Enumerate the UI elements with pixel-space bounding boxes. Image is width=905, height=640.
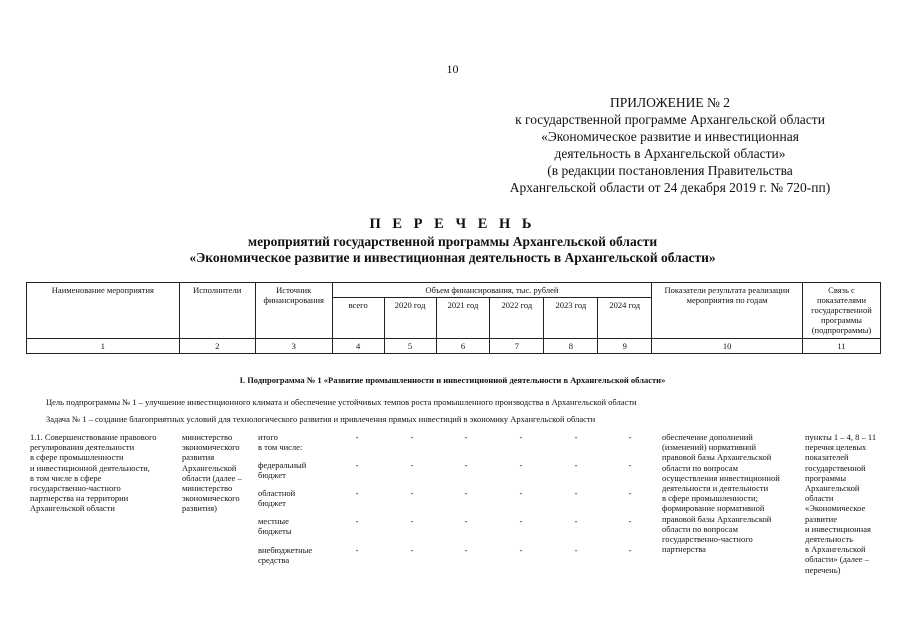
header-indicators: Показатели результата реализации мероприятия по годам: [652, 283, 803, 339]
funding-value: -: [519, 516, 523, 526]
indicator-line: обеспечение дополнений: [662, 432, 753, 442]
header-source: Источник финансирования: [255, 283, 332, 339]
link-line: перечня целевых: [805, 442, 867, 453]
column-number: 5: [384, 339, 436, 354]
executor-line: области (далее –: [182, 472, 242, 483]
funding-value: -: [410, 432, 414, 442]
funding-value: -: [355, 432, 359, 442]
appendix-line: «Экономическое развитие и инвестиционная: [541, 129, 799, 144]
column-number: 9: [598, 339, 652, 354]
section-title: I. Подпрограмма № 1 «Развитие промышленности и инвестиционной деятельности в Архангельской области»: [239, 375, 666, 385]
measure-name-line: регулирования деятельности: [30, 442, 135, 453]
funding-value: -: [628, 488, 632, 498]
source-line: федеральный: [258, 460, 307, 470]
indicator-line: партнерства: [662, 544, 706, 555]
measure-name-line: в том числе в сфере: [30, 472, 102, 483]
funding-value: -: [628, 460, 632, 470]
source-line: итого: [258, 432, 278, 442]
header-year: 2020 год: [384, 298, 436, 339]
header-year: 2022 год: [490, 298, 544, 339]
column-number: 4: [332, 339, 384, 354]
executor-line: Архангельской: [182, 462, 237, 473]
header-year: 2021 год: [436, 298, 490, 339]
appendix-line: Архангельской области от 24 декабря 2019 г. № 720-пп): [509, 180, 831, 195]
measure-name-line: Архангельской области: [30, 503, 115, 514]
executor-line: министерство: [182, 483, 233, 494]
funding-value: -: [519, 460, 523, 470]
funding-value: -: [574, 516, 578, 526]
source-federal: [258, 460, 306, 480]
indicator-line: в сфере промышленности;: [662, 493, 758, 504]
link-line: области» (далее –: [805, 554, 869, 565]
indicator-line: государственно-частного: [662, 534, 753, 545]
indicator-line: формирование нормативной: [662, 503, 765, 514]
link-line: в Архангельской: [805, 544, 866, 555]
link-line: Архангельской: [805, 483, 860, 494]
header-funding: Объем финансирования, тыс. рублей: [332, 283, 652, 298]
source-line: средства: [258, 555, 290, 566]
link-line: области: [805, 493, 834, 504]
funding-value: -: [574, 432, 578, 442]
measure-name-line: партнерства на территории: [30, 493, 129, 504]
link-line: пункты 1 – 4, 8 – 11: [805, 432, 877, 442]
funding-value: -: [574, 488, 578, 498]
link-line: «Экономическое: [805, 503, 866, 514]
goal-text: Цель подпрограммы № 1 – улучшение инвестиционного климата и обеспечение устойчивых темпов роста промышленного производства в Архангельской области: [46, 397, 637, 407]
funding-value: -: [355, 516, 359, 526]
header-total: всего: [332, 298, 384, 339]
measure-name-line: и инвестиционной деятельности,: [30, 462, 150, 473]
indicator-line: (изменений) нормативной: [662, 442, 757, 453]
page-number: 10: [446, 62, 459, 76]
column-number: 10: [652, 339, 803, 354]
title-line: «Экономическое развитие и инвестиционная деятельность в Архангельской области»: [189, 250, 716, 265]
source-total: [258, 432, 302, 452]
funding-value: -: [574, 545, 578, 555]
funding-value: -: [574, 460, 578, 470]
indicator-line: осуществления инвестиционной: [662, 472, 780, 483]
appendix-block: [470, 94, 870, 196]
funding-value: -: [355, 488, 359, 498]
column-number: 11: [802, 339, 880, 354]
executor-line: экономического: [182, 493, 240, 504]
link-line: деятельность: [805, 534, 853, 545]
funding-value: -: [410, 516, 414, 526]
title-line: мероприятий государственной программы Архангельской области: [247, 234, 658, 249]
source-local: [258, 516, 292, 536]
measure-name-line: в сфере промышленности: [30, 452, 124, 463]
source-line: бюджеты: [258, 526, 292, 537]
funding-value: -: [410, 545, 414, 555]
source-regional: [258, 488, 295, 508]
document-title: [0, 215, 905, 266]
source-extrabudgetary: [258, 545, 312, 565]
funding-value: -: [464, 545, 468, 555]
source-line: внебюджетные: [258, 545, 313, 555]
title-line: П Е Р Е Ч Е Н Ь: [369, 216, 536, 232]
measure-name: [30, 432, 157, 514]
link-line: государственной: [805, 462, 866, 473]
appendix-line: ПРИЛОЖЕНИЕ № 2: [609, 95, 731, 110]
measure-name-line: государственно-частного: [30, 483, 121, 494]
column-number: 3: [255, 339, 332, 354]
header-table: [26, 282, 881, 354]
funding-value: -: [628, 516, 632, 526]
task-text: Задача № 1 – создание благоприятных условий для технологического развития и привлечения прямых инвестиций в экономику Архангельской области: [46, 414, 596, 424]
column-number: 8: [544, 339, 598, 354]
link-line: развитие: [805, 513, 837, 524]
appendix-line: к государственной программе Архангельской области: [515, 112, 825, 127]
funding-value: -: [519, 488, 523, 498]
funding-value: -: [628, 432, 632, 442]
header-year: 2024 год: [598, 298, 652, 339]
funding-value: -: [464, 516, 468, 526]
measure-link: [805, 432, 876, 575]
funding-value: -: [355, 545, 359, 555]
funding-value: -: [464, 488, 468, 498]
executor-line: министерство: [182, 432, 233, 442]
executor-line: развития: [182, 452, 215, 463]
link-line: показателей: [805, 452, 849, 463]
funding-value: -: [464, 432, 468, 442]
funding-value: -: [355, 460, 359, 470]
indicator-line: деятельности и деятельности: [662, 483, 769, 494]
link-line: программы: [805, 472, 847, 483]
source-line: бюджет: [258, 470, 286, 481]
funding-value: -: [628, 545, 632, 555]
measure-name-line: 1.1. Совершенствование правового: [30, 432, 157, 442]
measure-executor: [182, 432, 242, 514]
column-number: 7: [490, 339, 544, 354]
header-name: Наименование мероприятия: [27, 283, 180, 339]
funding-value: -: [410, 460, 414, 470]
executor-line: экономического: [182, 442, 240, 453]
header-year: 2023 год: [544, 298, 598, 339]
source-line: бюджет: [258, 498, 286, 509]
header-executors: Исполнители: [179, 283, 255, 339]
column-number: 6: [436, 339, 490, 354]
funding-value: -: [519, 432, 523, 442]
header-link: Связь с показателями государственной программы (подпрограммы): [802, 283, 880, 339]
indicator-line: области по вопросам: [662, 523, 738, 534]
indicator-line: правовой базы Архангельской: [662, 513, 772, 524]
column-number: 2: [179, 339, 255, 354]
column-number: 1: [27, 339, 180, 354]
link-line: и инвестиционная: [805, 523, 871, 534]
executor-line: развития): [182, 503, 217, 514]
link-line: перечень): [805, 564, 841, 575]
funding-value: -: [410, 488, 414, 498]
measure-indicators: [662, 432, 780, 554]
funding-value: -: [519, 545, 523, 555]
appendix-line: деятельность в Архангельской области»: [554, 146, 786, 161]
indicator-line: области по вопросам: [662, 462, 738, 473]
appendix-line: (в редакции постановления Правительства: [547, 163, 793, 178]
source-line: в том числе:: [258, 442, 303, 453]
indicator-line: правовой базы Архангельской: [662, 452, 772, 463]
source-line: областной: [258, 488, 296, 498]
source-line: местные: [258, 516, 289, 526]
funding-value: -: [464, 460, 468, 470]
